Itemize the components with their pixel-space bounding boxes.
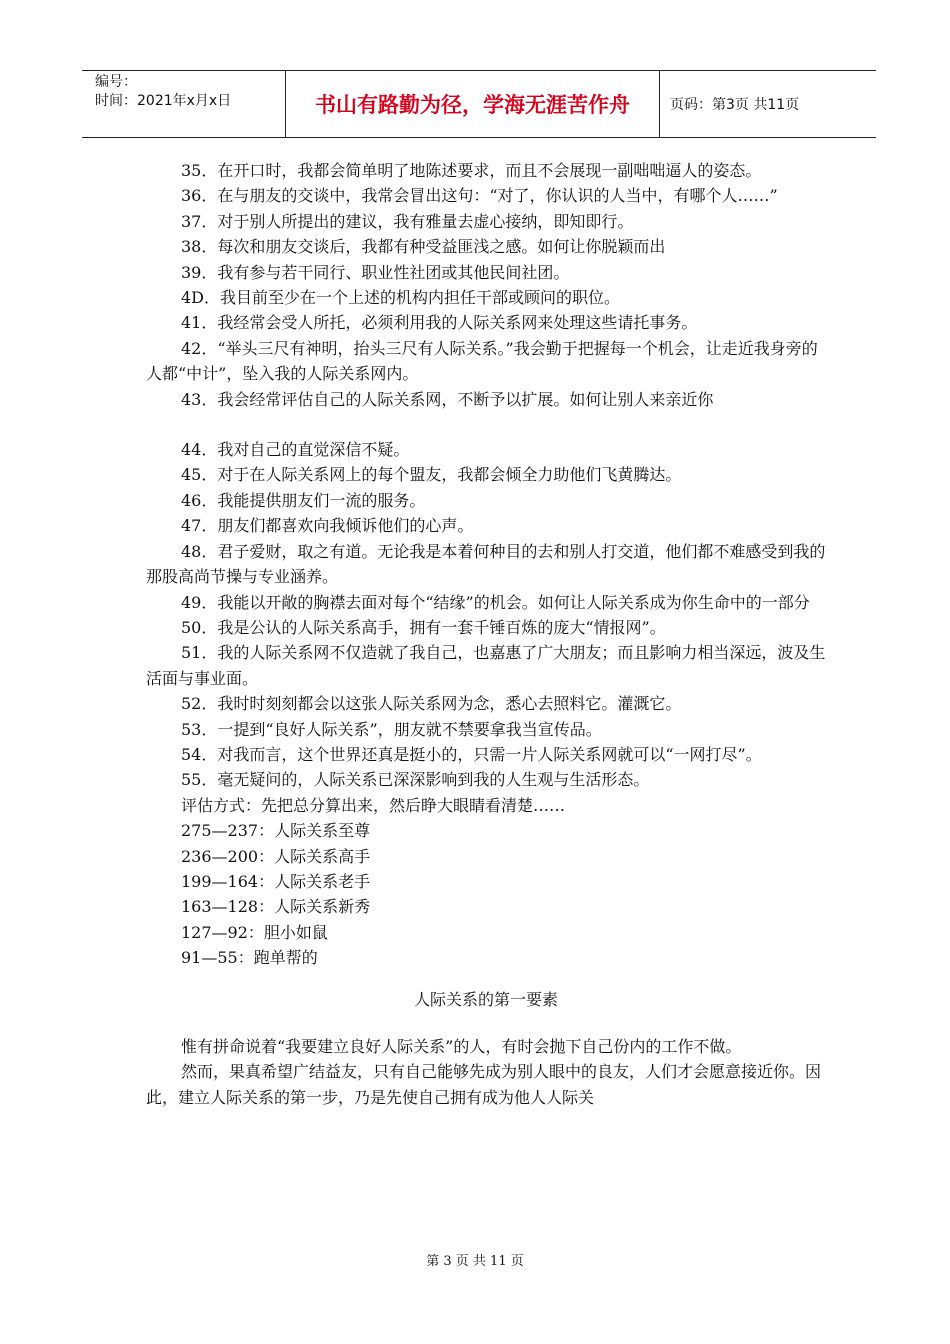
section-paragraph: 然而，果真希望广结益友，只有自己能够先成为别人眼中的良友，人们才会愿意接近你。因此，建立人际关系的第一步，乃是先使自己拥有成为他人人际关 xyxy=(146,1062,822,1107)
list-item: 4D．我目前至少在一个上述的机构内担任干部或顾问的职位。 xyxy=(181,288,621,308)
list-item: 39．我有参与若干同行、职业性社团或其他民间社团。 xyxy=(181,262,570,282)
header-meta-cell xyxy=(82,71,286,137)
page-label: 页码：第3页 共11页 xyxy=(670,97,800,113)
document-body xyxy=(146,158,826,1110)
list-item: 51．我的人际关系网不仅造就了我自己，也嘉惠了广大朋友；而且影响力相当深远，波及生活面与事业面。 xyxy=(146,643,826,688)
page-footer: 第 3 页 共 11 页 xyxy=(426,1254,524,1269)
section-paragraph: 惟有拼命说着“我要建立良好人际关系”的人，有时会抛下自己份内的工作不做。 xyxy=(181,1037,742,1056)
blank-line xyxy=(146,412,826,437)
evaluation-level: 91—55：跑单帮的 xyxy=(181,948,318,968)
evaluation-level: 163—128：人际关系新秀 xyxy=(181,897,371,917)
list-item: 49．我能以开敞的胸襟去面对每个“结缘”的机会。如何让人际关系成为你生命中的一部分 xyxy=(181,592,810,612)
evaluation-level: 127—92：胆小如鼠 xyxy=(181,922,328,942)
list-item: 36．在与朋友的交谈中，我常会冒出这句：“对了，你认识的人当中，有哪个人……” xyxy=(181,186,778,206)
evaluation-level: 275—237：人际关系至尊 xyxy=(181,821,371,841)
time-label: 时间：2021年x月x日 xyxy=(95,93,232,109)
list-item: 52．我时时刻刻都会以这张人际关系网为念，悉心去照料它。灌溉它。 xyxy=(181,694,682,714)
header-motto-cell xyxy=(286,71,660,137)
list-item: 43．我会经常评估自己的人际关系网，不断予以扩展。如何让别人来亲近你 xyxy=(181,389,714,409)
header-table xyxy=(82,70,876,138)
list-item: 53．一提到“良好人际关系”，朋友就不禁要拿我当宣传品。 xyxy=(181,719,602,739)
header-page-cell xyxy=(660,71,876,137)
list-item: 50．我是公认的人际关系高手，拥有一套千锤百炼的庞大“情报网”。 xyxy=(181,617,666,637)
evaluation-level: 199—164：人际关系老手 xyxy=(181,871,371,891)
list-item: 54．对我而言，这个世界还真是挺小的，只需一片人际关系网就可以“一网打尽”。 xyxy=(181,744,762,764)
list-item: 35．在开口时，我都会简单明了地陈述要求，而且不会展现一副咄咄逼人的姿态。 xyxy=(181,161,762,180)
list-item: 55．毫无疑问的，人际关系已深深影响到我的人生观与生活形态。 xyxy=(181,770,650,790)
list-item: 38．每次和朋友交谈后，我都有种受益匪浅之感。如何让你脱颖而出 xyxy=(181,237,666,257)
section-title: 人际关系的第一要素 xyxy=(413,989,558,1009)
list-item: 48．君子爱财，取之有道。无论我是本着何种目的去和别人打交道，他们都不难感受到我的那股高尚节操与专业涵养。 xyxy=(146,541,826,587)
list-item: 41．我经常会受人所托，必须利用我的人际关系网来处理这些请托事务。 xyxy=(181,313,698,333)
evaluation-intro: 评估方式：先把总分算出来，然后睁大眼睛看清楚…… xyxy=(181,795,566,815)
list-item: 46．我能提供朋友们一流的服务。 xyxy=(181,490,426,510)
list-item: 44．我对自己的直觉深信不疑。 xyxy=(181,440,410,460)
number-label: 编号： xyxy=(95,74,137,90)
list-item: 42．“举头三尺有神明，抬头三尺有人际关系。”我会勤于把握每一个机会，让走近我身旁的人都“中计”，坠入我的人际关系网内。 xyxy=(146,338,818,384)
list-item: 47．朋友们都喜欢向我倾诉他们的心声。 xyxy=(181,516,474,536)
list-item: 37．对于别人所提出的建议，我有雅量去虚心接纳，即知即行。 xyxy=(181,211,634,231)
motto: 书山有路勤为径，学海无涯苦作舟 xyxy=(315,93,630,117)
list-item: 45．对于在人际关系网上的每个盟友，我都会倾全力助他们飞黄腾达。 xyxy=(181,465,682,485)
evaluation-level: 236—200：人际关系高手 xyxy=(181,846,371,866)
